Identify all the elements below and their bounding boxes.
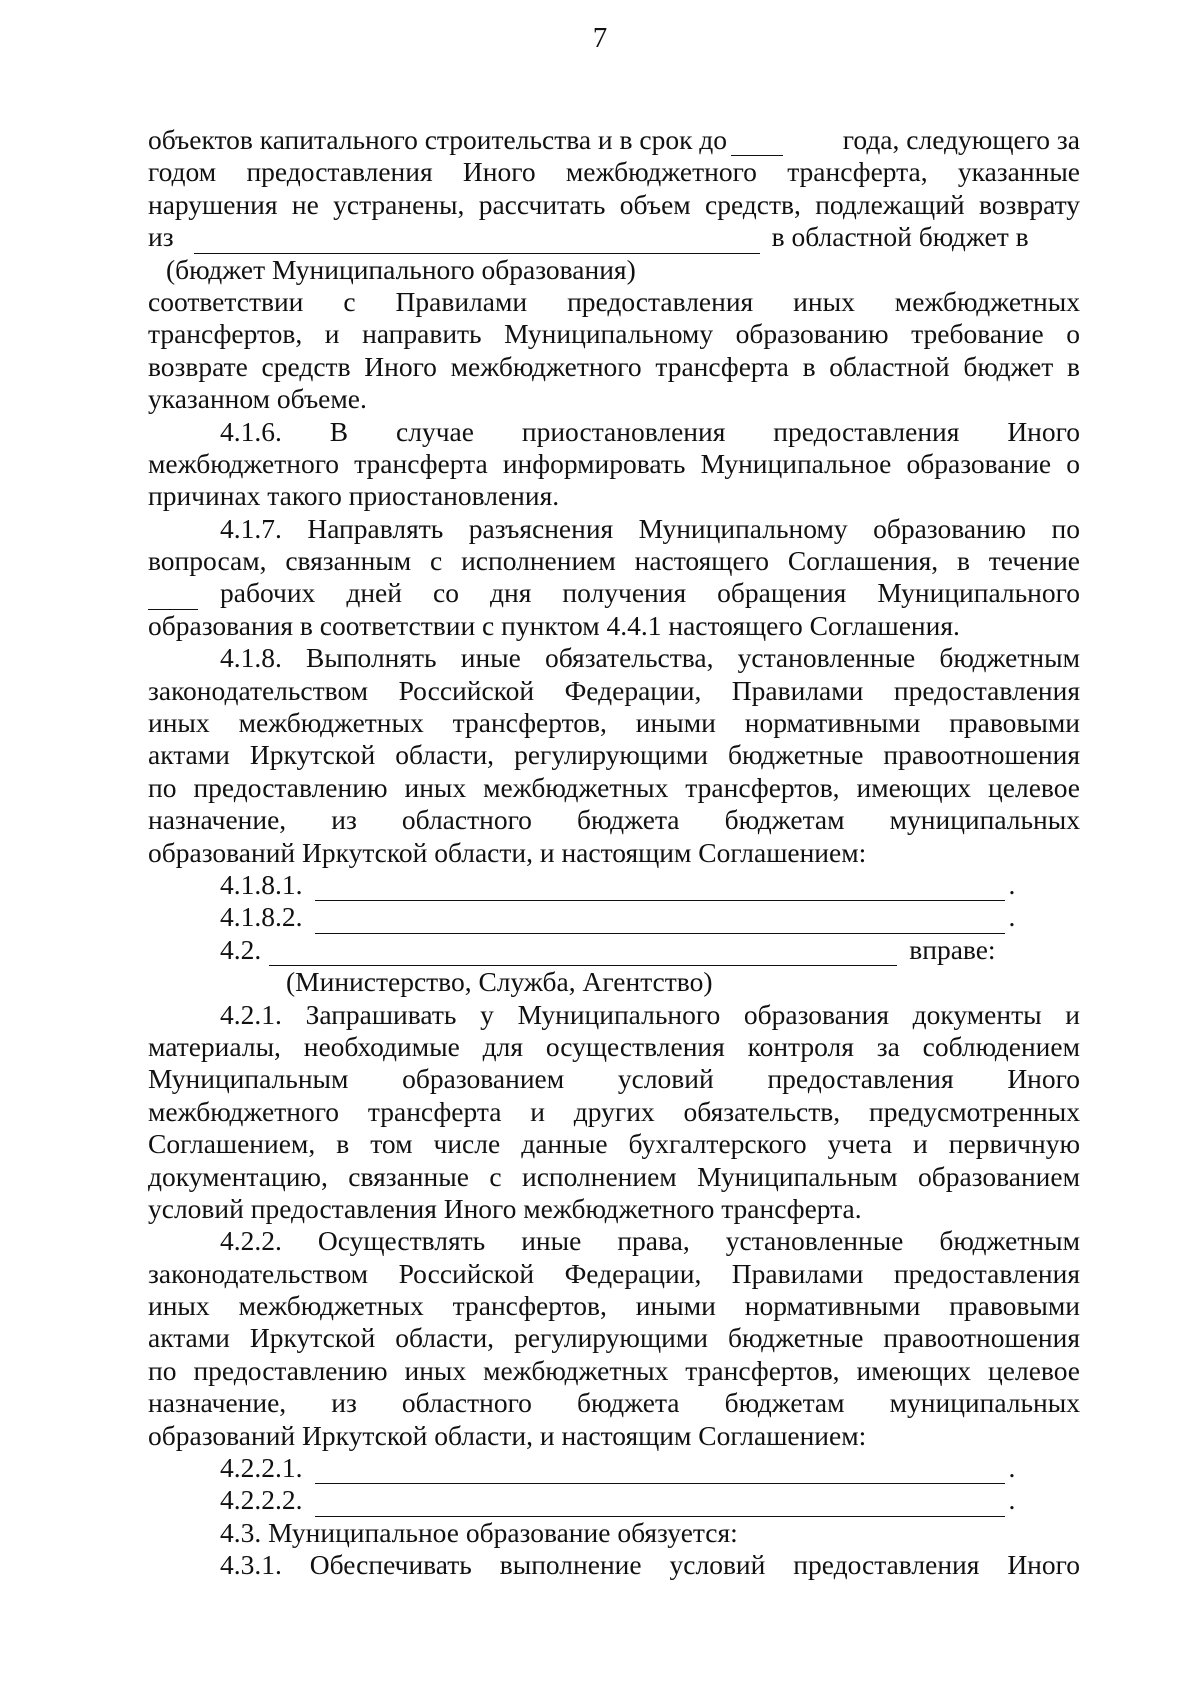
clause-4-2-2-1: 4.2.2.1. . xyxy=(220,1452,1016,1483)
clause-4-2-2: 4.2.2. Осуществлять иные права, установленные бюджетным xyxy=(220,1225,1080,1257)
text-line: трансфертов, и направить Муниципальному образованию требование о xyxy=(148,318,1080,350)
page-number: 7 xyxy=(592,22,608,54)
text-line: иных межбюджетных трансфертов, иными нормативными правовыми xyxy=(148,1290,1080,1322)
text-line: образования в соответствии с пунктом 4.4.1 настоящего Соглашения. xyxy=(148,609,960,641)
document-body xyxy=(148,124,1080,1582)
text-line: Соглашением, в том числе данные бухгалтерского учета и первичную xyxy=(148,1128,1080,1160)
fill-in-blank xyxy=(194,229,760,254)
blank-caption: (Министерство, Служба, Агентство) xyxy=(286,966,713,998)
text-line: документацию, связанные с исполнением Муниципальным образованием xyxy=(148,1160,1080,1192)
text-line: межбюджетного трансферта информировать Муниципальное образование о xyxy=(148,447,1080,479)
fill-in-blank xyxy=(315,1459,1005,1484)
blank-caption: (бюджет Муниципального образования) xyxy=(166,253,636,285)
text-line: назначение, из областного бюджета бюджетам муниципальных xyxy=(148,1387,1080,1419)
text-line: образований Иркутской области, и настоящим Соглашением: xyxy=(148,1419,867,1451)
text-line: Муниципальным образованием условий предоставления Иного xyxy=(148,1063,1080,1095)
text-line: условий предоставления Иного межбюджетного трансферта. xyxy=(148,1192,862,1224)
clause-4-1-8-2: 4.1.8.2. . xyxy=(220,901,1016,933)
text-line: актами Иркутской области, регулирующими бюджетные правоотношения xyxy=(148,1322,1080,1354)
clause-4-1-8-1: 4.1.8.1. . xyxy=(220,868,1016,900)
fill-in-blank xyxy=(315,909,1005,934)
text-line: по предоставлению иных межбюджетных трансфертов, имеющих целевое xyxy=(148,1354,1080,1386)
text-line: иных межбюджетных трансфертов, иными нормативными правовыми xyxy=(148,707,1080,739)
fill-in-blank xyxy=(315,1492,1005,1517)
clause-4-1-7: 4.1.7. Направлять разъяснения Муниципальному образованию по xyxy=(220,512,1080,544)
text-line: вопросам, связанным с исполнением настоящего Соглашения, в течение xyxy=(148,545,1080,577)
text-line: из в областной бюджет в xyxy=(148,221,1029,253)
clause-4-2-2-2: 4.2.2.2. . xyxy=(220,1484,1016,1516)
fill-in-blank xyxy=(269,941,897,966)
text-line: образований Иркутской области, и настоящим Соглашением: xyxy=(148,836,867,868)
text-line: соответствии с Правилами предоставления иных межбюджетных xyxy=(148,285,1080,317)
text-line: межбюджетного трансферта и других обязательств, предусмотренных xyxy=(148,1095,1080,1127)
text-line: объектов капитального строительства и в срок до года, следующего за xyxy=(148,123,1080,155)
text-line: рабочих дней со дня получения обращения Муниципального xyxy=(148,577,1080,609)
text-line: назначение, из областного бюджета бюджетам муниципальных xyxy=(148,804,1080,836)
text-line: законодательством Российской Федерации, Правилами предоставления xyxy=(148,1257,1080,1289)
clause-4-1-8: 4.1.8. Выполнять иные обязательства, установленные бюджетным xyxy=(220,642,1080,674)
fill-in-blank xyxy=(315,876,1005,901)
fill-in-blank xyxy=(148,585,198,610)
text-line: материалы, необходимые для осуществления контроля за соблюдением xyxy=(148,1030,1080,1062)
clause-4-3: 4.3. Муниципальное образование обязуется: xyxy=(220,1516,738,1548)
fill-in-blank xyxy=(731,131,783,156)
text-line: указанном объеме. xyxy=(148,383,367,415)
text-line: по предоставлению иных межбюджетных трансфертов, имеющих целевое xyxy=(148,771,1080,803)
clause-4-3-1: 4.3.1. Обеспечивать выполнение условий предоставления Иного xyxy=(220,1549,1080,1581)
clause-4-1-6: 4.1.6. В случае приостановления предоставления Иного xyxy=(220,415,1080,447)
clause-4-2: 4.2. вправе: xyxy=(220,933,996,965)
text-line: законодательством Российской Федерации, Правилами предоставления xyxy=(148,674,1080,706)
text-line: актами Иркутской области, регулирующими бюджетные правоотношения xyxy=(148,739,1080,771)
text-line: причинах такого приостановления. xyxy=(148,480,560,512)
text-line: нарушения не устранены, рассчитать объем средств, подлежащий возврату xyxy=(148,188,1080,220)
text-line: годом предоставления Иного межбюджетного трансферта, указанные xyxy=(148,156,1080,188)
clause-4-2-1: 4.2.1. Запрашивать у Муниципального образования документы и xyxy=(220,998,1080,1030)
text-line: возврате средств Иного межбюджетного трансферта в областной бюджет в xyxy=(148,350,1080,382)
